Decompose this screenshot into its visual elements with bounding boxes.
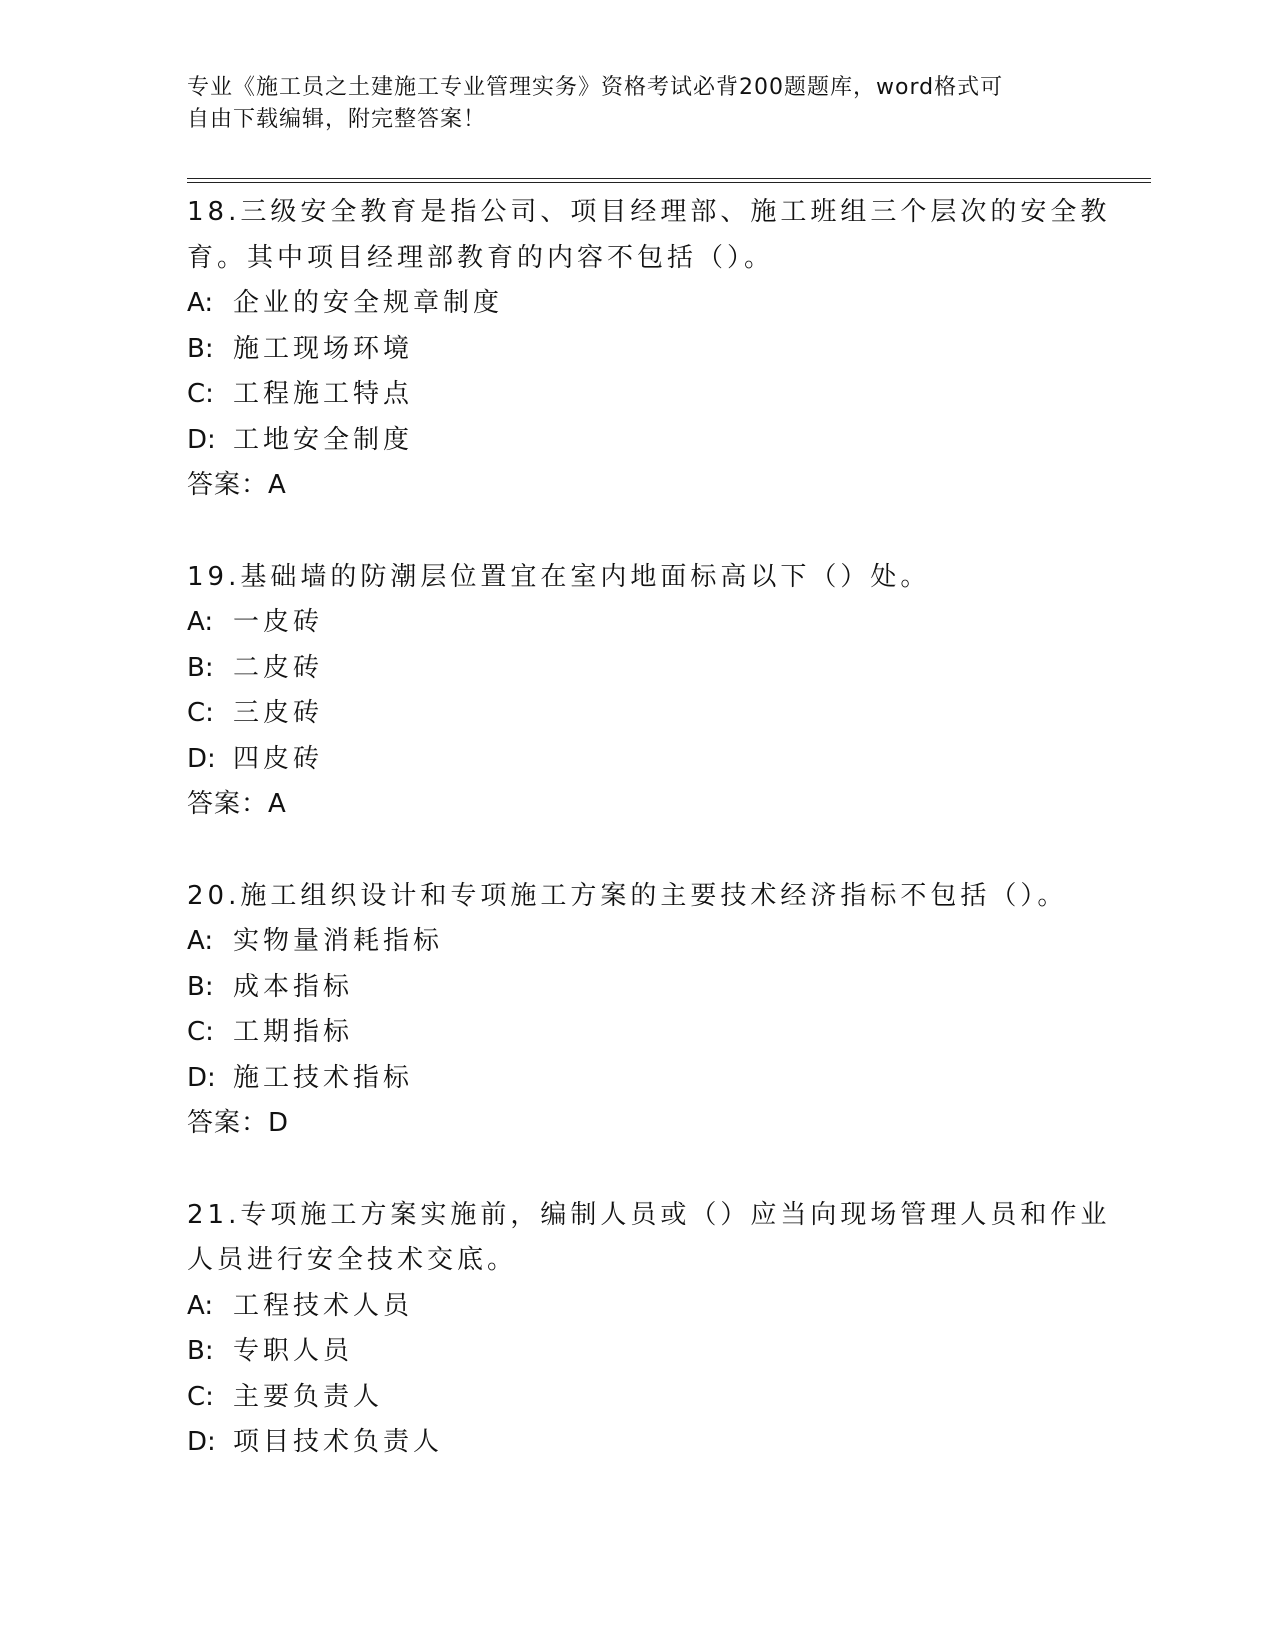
header-line-1: 专业《施工员之土建施工专业管理实务》资格考试必背200题题库，word格式可 (187, 75, 1004, 100)
option-text: 工程施工特点 (233, 379, 414, 409)
option-key: B: (187, 333, 214, 364)
option-key: D: (187, 1062, 216, 1093)
option-key: A: (187, 607, 214, 637)
option-text: 主要负责人 (233, 1381, 384, 1412)
option-key: B: (187, 1336, 214, 1366)
option-text: 企业的安全规章制度 (233, 288, 504, 318)
option-text: 工程技术人员 (233, 1290, 414, 1321)
question-19 (187, 555, 1127, 828)
question-list (187, 190, 1127, 1512)
option-d (187, 737, 1127, 783)
question-text-line: 20.施工组织设计和专项施工方案的主要技术经济指标不包括（）。 (187, 880, 1068, 911)
option-b (187, 646, 1127, 692)
document-header (187, 72, 1067, 136)
answer: 答案：A (187, 789, 287, 819)
header-divider (187, 178, 1151, 183)
option-c (187, 1010, 1127, 1056)
option-d (187, 1056, 1127, 1102)
option-a (187, 600, 1127, 646)
option-key: C: (187, 698, 214, 728)
option-c (187, 372, 1127, 418)
option-text: 四皮砖 (233, 743, 324, 774)
option-b (187, 327, 1127, 373)
option-text: 专职人员 (233, 1336, 354, 1366)
question-text-line: 人员进行安全技术交底。 (187, 1245, 518, 1275)
option-text: 二皮砖 (233, 652, 324, 683)
option-text: 一皮砖 (233, 607, 324, 637)
option-a (187, 281, 1127, 327)
question-text-line: 育。其中项目经理部教育的内容不包括（）。 (187, 242, 775, 273)
option-key: A: (187, 288, 214, 318)
option-d (187, 1420, 1127, 1466)
question-20 (187, 874, 1127, 1147)
option-c (187, 691, 1127, 737)
option-b (187, 1329, 1127, 1375)
option-key: A: (187, 926, 214, 956)
option-key: D: (187, 743, 216, 774)
option-a (187, 919, 1127, 965)
option-a (187, 1284, 1127, 1330)
question-text-line: 18.三级安全教育是指公司、项目经理部、施工班组三个层次的安全教 (187, 197, 1111, 227)
option-key: C: (187, 379, 214, 409)
header-line-2: 自由下载编辑，附完整答案！ (187, 107, 487, 132)
option-text: 施工技术指标 (233, 1062, 414, 1093)
option-key: B: (187, 652, 214, 683)
question-text-line: 19.基础墙的防潮层位置宜在室内地面标高以下（）处。 (187, 561, 931, 592)
option-key: B: (187, 971, 214, 1002)
option-key: D: (187, 1427, 216, 1457)
option-text: 实物量消耗指标 (233, 926, 444, 956)
question-21 (187, 1193, 1127, 1466)
option-text: 成本指标 (233, 971, 354, 1002)
answer: 答案：A (187, 470, 287, 500)
option-key: D: (187, 424, 216, 455)
option-text: 项目技术负责人 (233, 1427, 444, 1457)
option-text: 三皮砖 (233, 698, 324, 728)
option-key: C: (187, 1381, 214, 1412)
option-text: 工地安全制度 (233, 424, 414, 455)
option-text: 工期指标 (233, 1017, 354, 1047)
option-d (187, 418, 1127, 464)
question-text-line: 21.专项施工方案实施前，编制人员或（）应当向现场管理人员和作业 (187, 1199, 1111, 1230)
option-c (187, 1375, 1127, 1421)
option-text: 施工现场环境 (233, 333, 414, 364)
question-18 (187, 190, 1127, 509)
answer: 答案：D (187, 1108, 290, 1138)
option-key: C: (187, 1017, 214, 1047)
option-key: A: (187, 1290, 214, 1321)
option-b (187, 965, 1127, 1011)
